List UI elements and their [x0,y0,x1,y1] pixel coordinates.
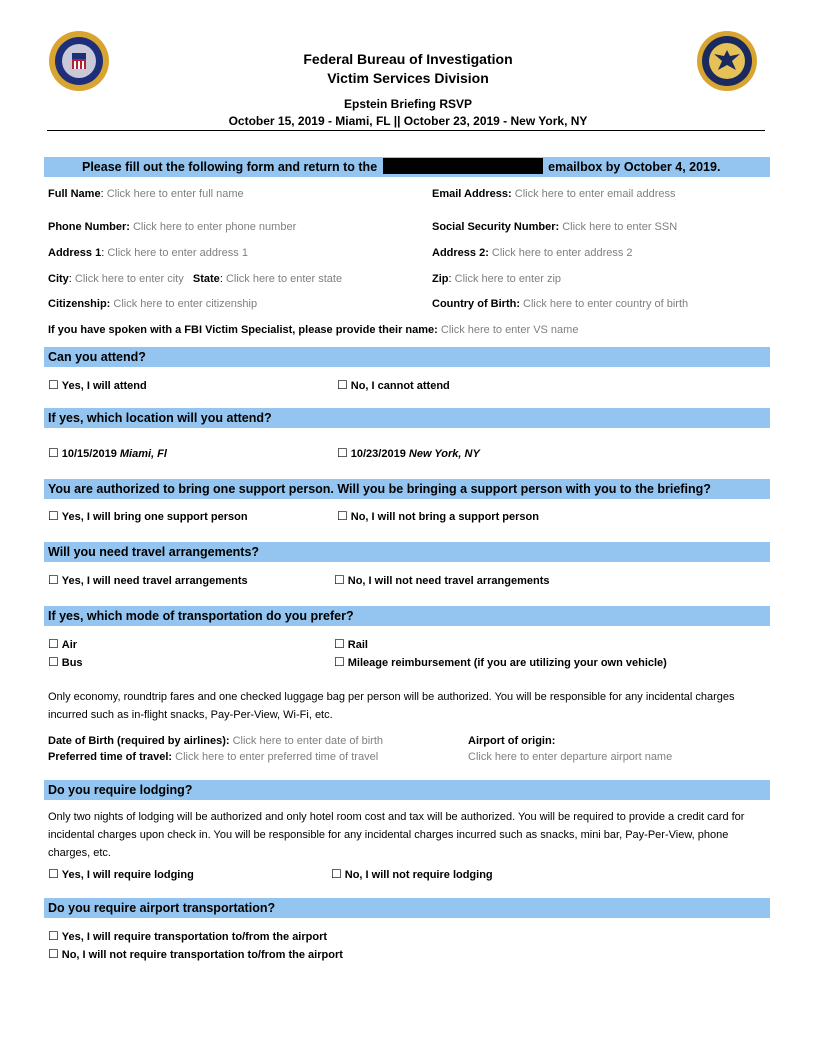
checkbox-icon[interactable]: ☐ [48,867,59,881]
full-name-label: Full Name [48,188,101,200]
mode-bus-label: Bus [61,657,83,669]
travel-no-option[interactable] [334,573,549,588]
address2-field[interactable] [432,246,633,260]
checkbox-icon[interactable]: ☐ [48,655,59,669]
ssn-input[interactable]: Click here to enter SSN [562,221,678,233]
mode-mileage-option[interactable] [334,655,667,670]
location-newyork-option[interactable] [337,446,480,461]
attend-no-label: No, I cannot attend [350,380,450,392]
dob-input[interactable]: Click here to enter date of birth [232,735,384,747]
support-yes-label: Yes, I will bring one support person [61,511,248,523]
event-dates: October 15, 2019 - Miami, FL || October 23, 2019 - New York, NY [228,114,588,128]
airport-no-label: No, I will not require transportation to/from the airport [61,949,343,961]
address1-sep: : [101,247,105,259]
section-lodging-header: Do you require lodging? [44,780,770,800]
attend-yes-label: Yes, I will attend [61,380,147,392]
airport-origin-input[interactable]: Click here to enter departure airport name [468,751,673,763]
full-name-field[interactable] [48,187,244,201]
address2-input[interactable]: Click here to enter address 2 [491,247,633,259]
intro-text-after: emailbox by October 4, 2019. [548,160,721,174]
state-label: State [192,273,220,285]
zip-label: Zip [432,273,449,285]
lodging-no-option[interactable] [331,867,493,882]
vs-name-field[interactable] [48,323,578,337]
checkbox-icon[interactable]: ☐ [331,867,342,881]
location-newyork-date: 10/23/2019 [350,448,406,460]
support-no-option[interactable] [337,509,539,524]
location-miami-city: Miami, Fl [119,448,167,460]
dob-label: Date of Birth (required by airlines): [48,735,230,747]
checkbox-icon[interactable]: ☐ [48,378,59,392]
state-sep: : [219,273,223,285]
country-of-birth-label: Country of Birth: [432,298,520,310]
checkbox-icon[interactable]: ☐ [48,573,59,587]
checkbox-icon[interactable]: ☐ [334,637,345,651]
phone-input[interactable]: Click here to enter phone number [132,221,297,233]
airfare-policy-note: Only economy, roundtrip fares and one checked luggage bag per person will be authorized. You will be responsible for any incidental charges incurred such as in-flight snacks, Pay-Per-View, Wi-Fi, etc. [48,691,735,721]
attend-no-option[interactable] [337,378,450,393]
country-of-birth-input[interactable]: Click here to enter country of birth [523,298,689,310]
section-location-header: If yes, which location will you attend? [44,408,770,428]
lodging-no-label: No, I will not require lodging [344,869,493,881]
travel-yes-option[interactable] [48,573,248,588]
travel-yes-label: Yes, I will need travel arrangements [61,575,248,587]
citizenship-label: Citizenship: [48,298,111,310]
airport-yes-label: Yes, I will require transportation to/from the airport [61,931,328,943]
attend-yes-option[interactable] [48,378,147,393]
citizenship-field[interactable] [48,297,257,311]
mode-air-label: Air [61,639,78,651]
zip-sep: : [448,273,452,285]
mode-mileage-label: Mileage reimbursement (if you are utilizing your own vehicle) [347,657,667,669]
city-state-row [48,272,342,286]
travel-time-input[interactable]: Click here to enter preferred time of travel [175,751,379,763]
header-divider [47,130,765,131]
citizenship-input[interactable]: Click here to enter citizenship [113,298,258,310]
state-input[interactable]: Click here to enter state [225,273,343,285]
dob-field[interactable] [48,734,383,748]
intro-instruction-bar [44,157,770,177]
address1-label: Address 1 [48,247,102,259]
travel-time-label: Preferred time of travel: [48,751,173,763]
address2-label: Address 2: [432,247,489,259]
section-travel-header: Will you need travel arrangements? [44,542,770,562]
lodging-yes-option[interactable] [48,867,194,882]
lodging-policy-note: Only two nights of lodging will be authorized and only hotel room cost and tax will be authorized. You will be required to provide a credit card for incidental charges upon check in. You will be responsible for any incidental charges incurred such as snacks, mini bar, Pay-Per-View, phone charges, etc. [48,811,745,859]
checkbox-icon[interactable]: ☐ [337,378,348,392]
fbi-seal-icon [48,30,110,92]
email-input[interactable]: Click here to enter email address [514,188,676,200]
phone-label: Phone Number: [48,221,130,233]
section-support-header: You are authorized to bring one support person. Will you be bringing a support person with you to the briefing? [44,479,770,499]
division-name: Victim Services Division [327,70,489,86]
mode-rail-option[interactable] [334,637,368,652]
ssn-field[interactable] [432,220,677,234]
zip-field[interactable] [432,272,561,286]
checkbox-icon[interactable]: ☐ [48,446,59,460]
lodging-yes-label: Yes, I will require lodging [61,869,194,881]
city-label: City [48,273,69,285]
ssn-label: Social Security Number: [432,221,560,233]
airport-yes-option[interactable] [48,929,327,944]
checkbox-icon[interactable]: ☐ [48,637,59,651]
country-of-birth-field[interactable] [432,297,688,311]
full-name-sep: : [100,188,104,200]
victim-services-seal-icon [696,30,758,92]
checkbox-icon[interactable]: ☐ [48,929,59,943]
mode-air-option[interactable] [48,637,77,652]
full-name-input[interactable]: Click here to enter full name [106,188,244,200]
airport-origin-field[interactable] [468,750,672,764]
airport-no-option[interactable] [48,947,343,962]
section-mode-header: If yes, which mode of transportation do you prefer? [44,606,770,626]
city-sep: : [68,273,72,285]
city-input[interactable]: Click here to enter city [74,273,184,285]
email-label: Email Address: [432,188,512,200]
vs-name-input[interactable]: Click here to enter VS name [440,324,579,336]
support-yes-option[interactable] [48,509,248,524]
location-miami-date: 10/15/2019 [61,448,117,460]
mode-bus-option[interactable] [48,655,83,670]
email-field[interactable] [432,187,676,201]
support-no-label: No, I will not bring a support person [350,511,539,523]
checkbox-icon[interactable]: ☐ [334,573,345,587]
location-miami-option[interactable] [48,446,167,461]
address1-input[interactable]: Click here to enter address 1 [107,247,248,259]
checkbox-icon[interactable]: ☐ [48,947,59,961]
airport-origin-label-row [468,734,555,748]
phone-field[interactable] [48,220,296,234]
agency-name: Federal Bureau of Investigation [303,51,513,67]
checkbox-icon[interactable]: ☐ [337,509,348,523]
checkbox-icon[interactable]: ☐ [337,446,348,460]
travel-time-field[interactable] [48,750,378,764]
checkbox-icon[interactable]: ☐ [334,655,345,669]
mode-rail-label: Rail [347,639,368,651]
intro-text-before: Please fill out the following form and return to the [82,160,378,174]
travel-no-label: No, I will not need travel arrangements [347,575,550,587]
location-newyork-city: New York, NY [408,448,480,460]
form-title: Epstein Briefing RSVP [343,97,473,111]
section-attend-header: Can you attend? [44,347,770,367]
checkbox-icon[interactable]: ☐ [48,509,59,523]
airport-origin-label: Airport of origin: [468,735,556,747]
zip-input[interactable]: Click here to enter zip [454,273,562,285]
address1-field[interactable] [48,246,248,260]
section-airport-header: Do you require airport transportation? [44,898,770,918]
redacted-email-block [383,158,543,174]
vs-name-label: If you have spoken with a FBI Victim Specialist, please provide their name: [48,324,438,336]
